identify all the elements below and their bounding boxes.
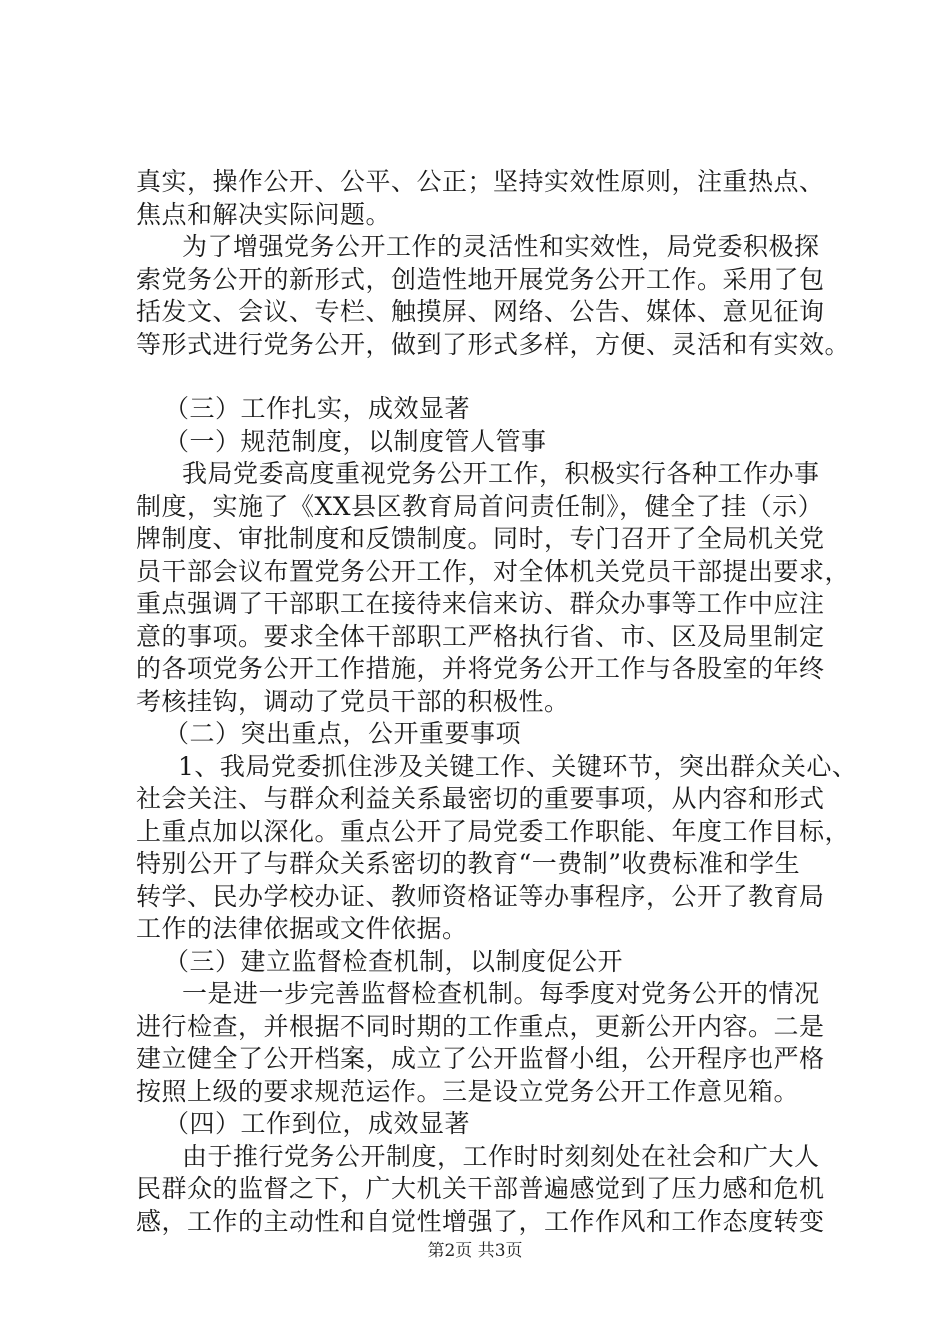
text-line: 转学、民办学校办证、教师资格证等办事程序，公开了教育局 (136, 881, 825, 911)
section-heading: （三）工作扎实，成效显著 (164, 394, 471, 423)
page-footer (0, 1240, 950, 1262)
text-line: 上重点加以深化。重点公开了局党委工作职能、年度工作目标， (136, 816, 851, 846)
paragraph-start: 我局党委高度重视党务公开工作，积极实行各种工作办事 (182, 459, 820, 488)
document-body (136, 166, 858, 1238)
section-heading: （三）建立监督检查机制，以制度促公开 (164, 946, 624, 976)
paragraph-start: 为了增强党务公开工作的灵活性和实效性，局党委积极探 (182, 232, 820, 261)
text-line: 员干部会议布置党务公开工作，对全体机关党员干部提出要求， (136, 556, 851, 586)
text-line: 按照上级的要求规范运作。三是设立党务公开工作意见箱。 (136, 1076, 800, 1106)
text-line: 特别公开了与群众关系密切的教育“一费制”收费标准和学生 (136, 849, 801, 878)
text-line: 意的事项。要求全体干部职工严格执行省、市、区及局里制定 (136, 621, 825, 651)
text-line: 牌制度、审批制度和反馈制度。同时，专门召开了全局机关党 (136, 524, 825, 553)
text-line: 进行检查，并根据不同时期的工作重点，更新公开内容。二是 (136, 1011, 825, 1041)
text-line: 括发文、会议、专栏、触摸屏、网络、公告、媒体、意见征询 (136, 297, 825, 326)
text-line: 民群众的监督之下，广大机关干部普遍感觉到了压力感和危机 (136, 1174, 825, 1203)
text-line: 工作的法律依据或文件依据。 (136, 914, 468, 943)
section-heading: （二）突出重点，公开重要事项 (164, 719, 522, 748)
text-line: 的各项党务公开工作措施，并将党务公开工作与各股室的年终 (136, 654, 825, 683)
paragraph-start: 由于推行党务公开制度，工作时时刻刻处在社会和广大人 (182, 1141, 820, 1171)
text-line: 索党务公开的新形式，创造性地开展党务公开工作。采用了包 (136, 264, 825, 294)
section-heading: （四）工作到位，成效显著 (164, 1109, 471, 1138)
blank-line (136, 361, 836, 393)
text-line: 制度，实施了《XX县区教育局首问责任制》，健全了挂（示） (136, 491, 824, 521)
section-heading: （一）规范制度，以制度管人管事 (164, 426, 547, 456)
text-line: 建立健全了公开档案，成立了公开监督小组，公开程序也严格 (136, 1044, 825, 1073)
paragraph-start: 一是进一步完善监督检查机制。每季度对党务公开的情况 (182, 979, 820, 1008)
text-line: 等形式进行党务公开，做到了形式多样，方便、灵活和有实效。 (136, 329, 851, 359)
text-line: 重点强调了干部职工在接待来信来访、群众办事等工作中应注 (136, 589, 825, 618)
text-line: 考核挂钩，调动了党员干部的积极性。 (136, 686, 570, 716)
text-line: 社会关注、与群众利益关系最密切的重要事项，从内容和形式 (136, 784, 825, 813)
text-line: 焦点和解决实际问题。 (136, 199, 392, 229)
paragraph-start: 1、我局党委抓住涉及关键工作、关键环节，突出群众关心、 (178, 751, 858, 781)
text-line: 感，工作的主动性和自觉性增强了，工作作风和工作态度转变 (136, 1206, 825, 1236)
page-number-label: 第2页 共3页 (427, 1241, 523, 1261)
text-line: 真实，操作公开、公平、公正；坚持实效性原则，注重热点、 (136, 167, 825, 196)
